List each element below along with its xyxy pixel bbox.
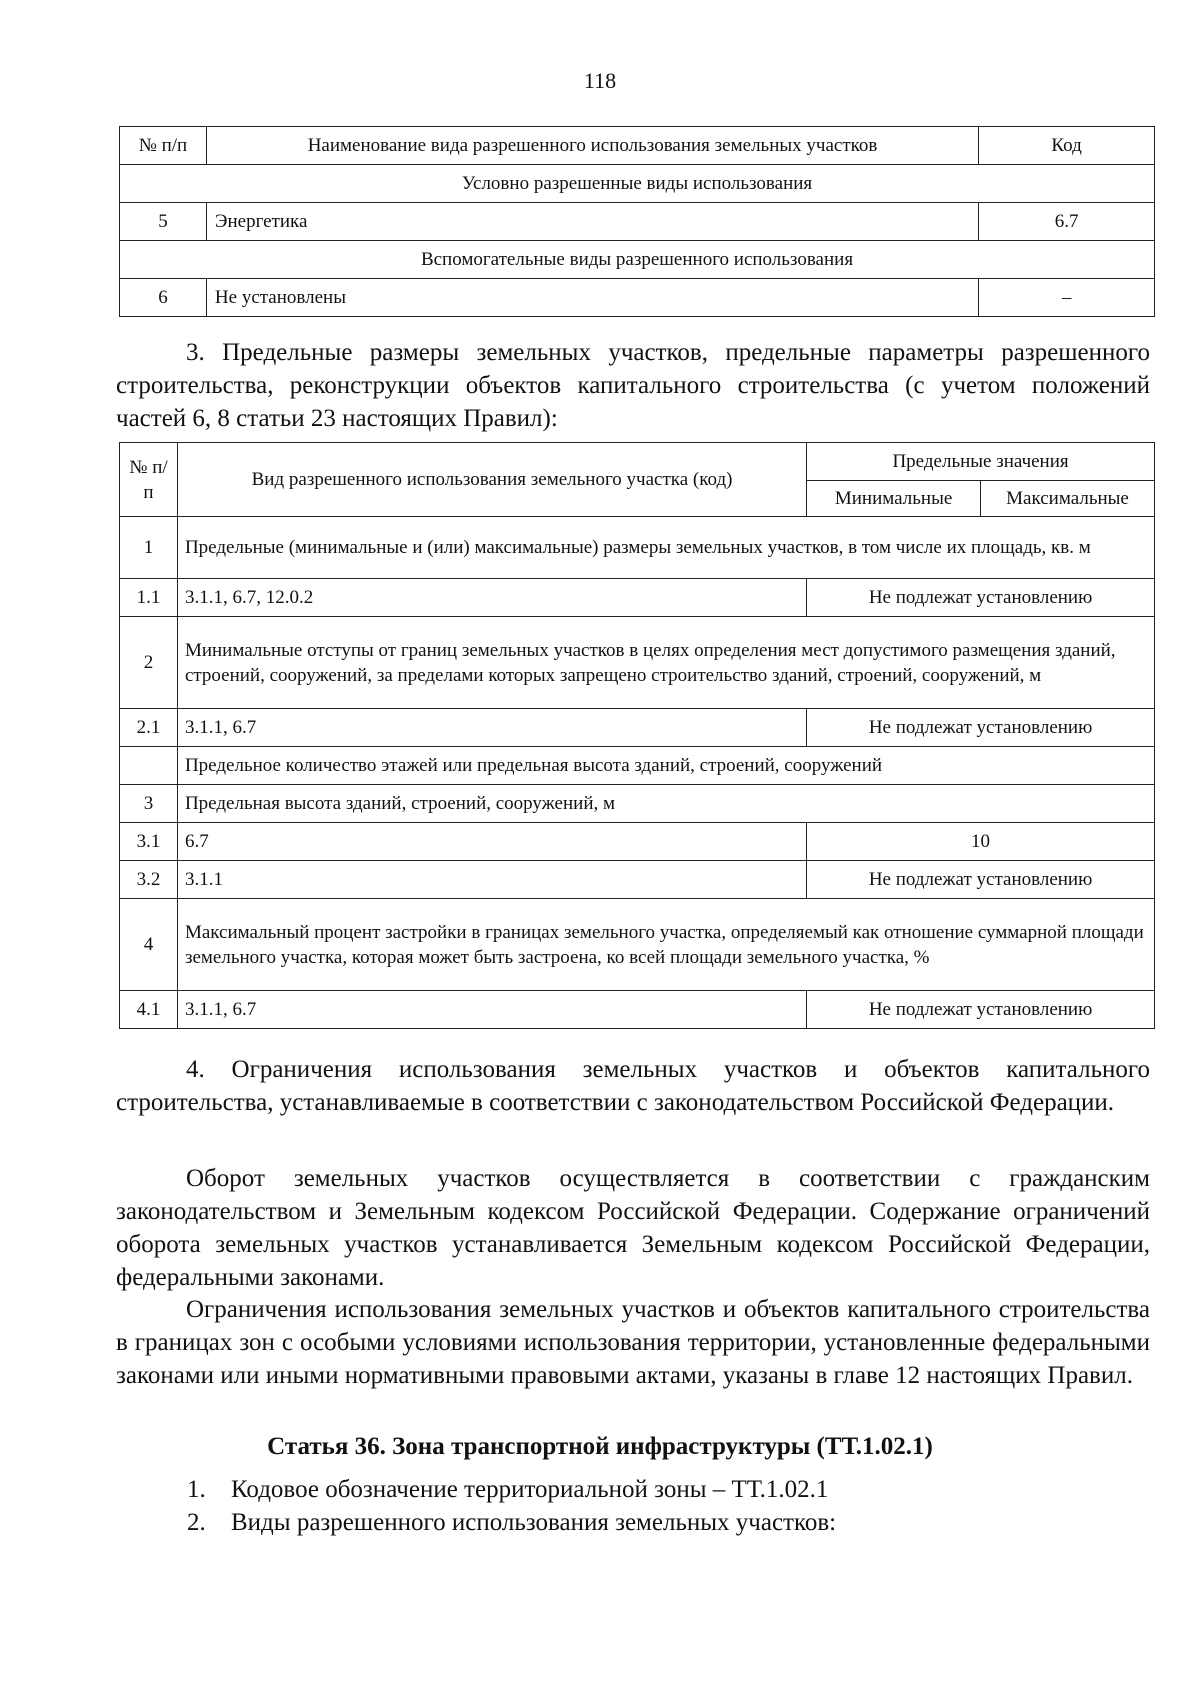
row-num: 3.2	[120, 861, 178, 899]
row-value: Не подлежат установлению	[807, 861, 1155, 899]
row-num: 6	[120, 279, 207, 317]
table-row	[120, 785, 1155, 823]
header-max: Максимальные	[981, 481, 1155, 517]
table-row	[120, 823, 1155, 861]
table-row	[120, 899, 1155, 991]
row-num-empty	[120, 747, 178, 785]
table-row	[120, 617, 1155, 709]
header-num: № п/п	[120, 127, 207, 165]
row-text: Максимальный процент застройки в границах земельного участка, определяемый как отношение суммарной площади земельного участка, которая может быть застроена, ко всей площади земельного участка, %	[177, 899, 1154, 991]
page-number: 118	[583, 68, 617, 93]
row-num: 2.1	[120, 709, 178, 747]
row-text: Минимальные отступы от границ земельных участков в целях определения мест допустимого размещения зданий, строений, сооружений, за пределами которых запрещено строительство зданий, строений, сооружений, м	[177, 617, 1154, 709]
table-header-row	[120, 443, 1155, 481]
row-codes: 3.1.1, 6.7	[177, 709, 806, 747]
paragraph-restrictions: Ограничения использования земельных участков и объектов капитального строительства в границах зон с особыми условиями использования территории, установленные федеральными законами или иными нормативными правовыми актами, указаны в главе 12 настоящих Правил.	[116, 1296, 1150, 1389]
row-code: –	[979, 279, 1155, 317]
header-type: Вид разрешенного использования земельного участка (код)	[177, 443, 806, 517]
article-heading: Статья 36. Зона транспортной инфраструктуры (ТТ.1.02.1)	[267, 1433, 933, 1460]
table-row	[120, 991, 1155, 1029]
paragraph-3: 3. Предельные размеры земельных участков, предельные параметры разрешенного строительства, реконструкции объектов капитального строительства (с учетом положений частей 6, 8 статьи 23 настоящих Правил):	[116, 339, 1150, 432]
header-min: Минимальные	[807, 481, 981, 517]
table-row	[120, 747, 1155, 785]
table-row	[120, 517, 1155, 579]
row-value: Не подлежат установлению	[807, 579, 1155, 617]
row-codes: 3.1.1, 6.7, 12.0.2	[177, 579, 806, 617]
row-value: Не подлежат установлению	[807, 709, 1155, 747]
limits-table	[119, 442, 1155, 1029]
row-num: 1	[120, 517, 178, 579]
list-item-text: Кодовое обозначение территориальной зоны – ТТ.1.02.1	[231, 1476, 829, 1503]
list-item	[187, 1506, 836, 1539]
header-name: Наименование вида разрешенного использования земельных участков	[206, 127, 978, 165]
list-item-text: Виды разрешенного использования земельных участков:	[231, 1509, 837, 1536]
row-codes: 3.1.1, 6.7	[177, 991, 806, 1029]
row-num: 4	[120, 899, 178, 991]
table-header-row	[120, 127, 1155, 165]
row-num: 4.1	[120, 991, 178, 1029]
row-code: 6.7	[979, 203, 1155, 241]
row-name: Энергетика	[206, 203, 978, 241]
table-row	[120, 861, 1155, 899]
row-num: 5	[120, 203, 207, 241]
row-codes: 3.1.1	[177, 861, 806, 899]
header-num: № п/п	[120, 443, 178, 517]
row-num: 3	[120, 785, 178, 823]
table-section-row	[120, 241, 1155, 279]
paragraph-4: 4. Ограничения использования земельных участков и объектов капитального строительства, устанавливаемые в соответствии с законодательством Российской Федерации.	[116, 1056, 1150, 1116]
row-name: Не установлены	[206, 279, 978, 317]
list-item-number: 1.	[187, 1476, 206, 1503]
permitted-use-table	[119, 126, 1155, 317]
row-num: 2	[120, 617, 178, 709]
list-item-number: 2.	[187, 1509, 206, 1536]
table-section-row	[120, 165, 1155, 203]
table-row	[120, 203, 1155, 241]
row-num: 1.1	[120, 579, 178, 617]
section-conditional: Условно разрешенные виды использования	[120, 165, 1155, 203]
row-codes: 6.7	[177, 823, 806, 861]
paragraph-turnover: Оборот земельных участков осуществляется в соответствии с гражданским законодательством и Земельным кодексом Российской Федерации. Содержание ограничений оборота земельных участков устанавливается Земельным кодексом Российской Федерации, федеральными законами.	[116, 1165, 1150, 1291]
section-auxiliary: Вспомогательные виды разрешенного использования	[120, 241, 1155, 279]
table-row	[120, 579, 1155, 617]
row-num: 3.1	[120, 823, 178, 861]
header-limits: Предельные значения	[807, 443, 1155, 481]
row-value: 10	[807, 823, 1155, 861]
row-text: Предельные (минимальные и (или) максимальные) размеры земельных участков, в том числе их площадь, кв. м	[177, 517, 1154, 579]
list-item	[187, 1473, 828, 1506]
row-text: Предельное количество этажей или предельная высота зданий, строений, сооружений	[177, 747, 1154, 785]
row-value: Не подлежат установлению	[807, 991, 1155, 1029]
header-code: Код	[979, 127, 1155, 165]
row-text: Предельная высота зданий, строений, сооружений, м	[177, 785, 1154, 823]
table-row	[120, 279, 1155, 317]
table-row	[120, 709, 1155, 747]
